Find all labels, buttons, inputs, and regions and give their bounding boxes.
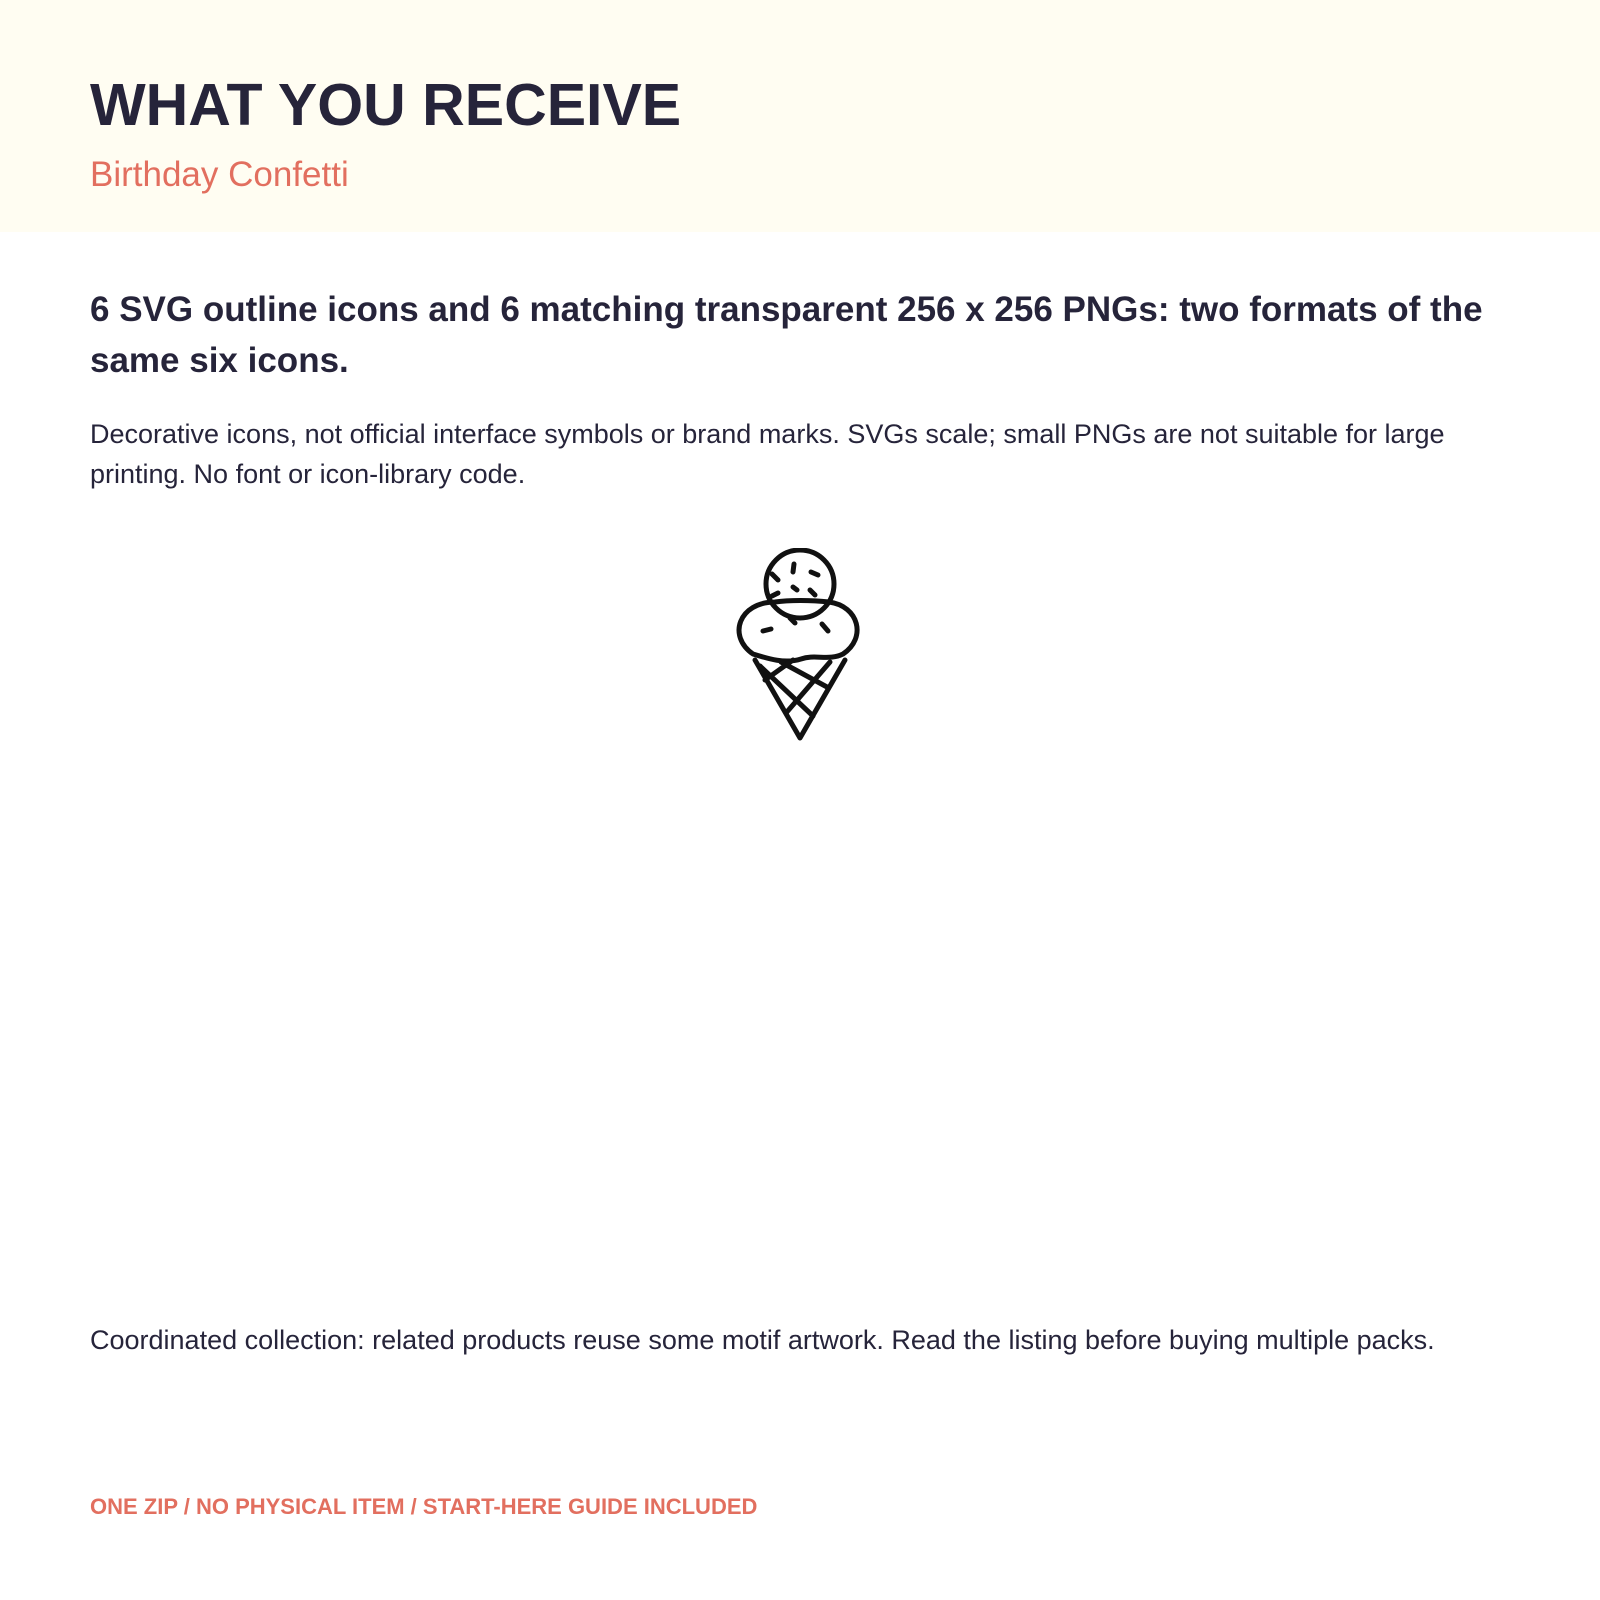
download-info-footer: ONE ZIP / NO PHYSICAL ITEM / START-HERE GUIDE INCLUDED: [90, 1494, 758, 1519]
page-title: WHAT YOU RECEIVE: [90, 72, 682, 138]
collection-note: Coordinated collection: related products reuse some motif artwork. Read the listing before buying multiple packs.: [90, 1325, 1435, 1355]
collection-subtitle: Birthday Confetti: [90, 155, 349, 194]
header-band: [0, 0, 1600, 232]
usage-note: Decorative icons, not official interface symbols or brand marks. SVGs scale; small PNGs are not suitable for large printing. No font or icon-library code.: [90, 419, 1445, 489]
ice-cream-cone-icon: [735, 548, 865, 758]
product-summary: 6 SVG outline icons and 6 matching transparent 256 x 256 PNGs: two formats of the same six icons.: [90, 290, 1483, 380]
